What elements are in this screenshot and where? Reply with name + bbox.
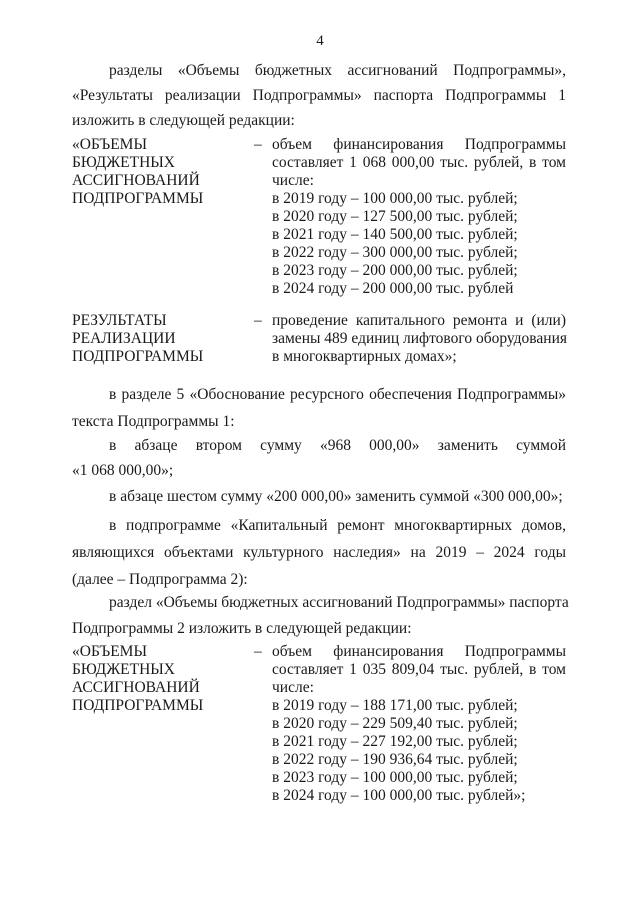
value-line: числе: xyxy=(272,679,314,696)
block-value xyxy=(272,312,566,366)
value-line: объем финансирования Подпрограммы xyxy=(272,643,566,660)
value-line: в 2021 году – 140 500,00 тыс. рублей; xyxy=(272,226,518,243)
label-line: «ОБЪЕМЫ xyxy=(72,643,147,660)
block-label xyxy=(72,312,242,366)
label-line: ПОДПРОГРАММЫ xyxy=(72,697,204,714)
value-line: числе: xyxy=(272,172,314,189)
label-line: «ОБЪЕМЫ xyxy=(72,136,147,153)
text-line: текста Подпрограммы 1: xyxy=(72,413,235,430)
value-line: в 2024 году – 100 000,00 тыс. рублей»; xyxy=(272,787,526,804)
label-line: АССИГНОВАНИЙ xyxy=(72,679,200,696)
block-value xyxy=(272,136,566,298)
passport2-paragraph xyxy=(72,590,569,642)
value-line: проведение капитального ремонта и (или) xyxy=(272,312,566,329)
value-line: в 2019 году – 188 171,00 тыс. рублей; xyxy=(272,697,518,714)
budget-volume-block-2 xyxy=(72,643,566,805)
block-label xyxy=(72,643,242,715)
text-line: в абзаце шестом сумму «200 000,00» заменить суммой «300 000,00»; xyxy=(109,488,563,505)
label-line: ПОДПРОГРАММЫ xyxy=(72,190,204,207)
value-line: в 2021 году – 227 192,00 тыс. рублей; xyxy=(272,733,518,750)
label-line: РЕАЛИЗАЦИИ xyxy=(72,330,176,347)
label-line: АССИГНОВАНИЙ xyxy=(72,172,200,189)
value-line: в 2020 году – 229 509,40 тыс. рублей; xyxy=(272,715,518,732)
text-line: являющихся объектами культурного наследия» на 2019 – 2024 годы xyxy=(72,544,566,561)
block-value xyxy=(272,643,566,805)
text-line: «1 068 000,00»; xyxy=(72,462,174,479)
abzac6-paragraph xyxy=(72,484,566,509)
value-line: в 2024 году – 200 000,00 тыс. рублей xyxy=(272,280,514,297)
abzac2-paragraph xyxy=(72,433,566,483)
value-line: в 2023 году – 100 000,00 тыс. рублей; xyxy=(272,769,518,786)
text-line: раздел «Объемы бюджетных ассигнований Подпрограммы» паспорта xyxy=(109,594,569,611)
block-label xyxy=(72,136,242,208)
value-line: составляет 1 068 000,00 тыс. рублей, в том xyxy=(272,154,566,171)
value-line: составляет 1 035 809,04 тыс. рублей, в том xyxy=(272,661,566,678)
text-line: Подпрограммы 2 изложить в следующей редакции: xyxy=(72,620,412,637)
dash-separator: – xyxy=(254,643,262,660)
text-line: «Результаты реализации Подпрограммы» паспорта Подпрограммы 1 xyxy=(72,87,566,104)
text-line: в разделе 5 «Обоснование ресурсного обеспечения Подпрограммы» xyxy=(109,386,566,403)
value-line: объем финансирования Подпрограммы xyxy=(272,136,566,153)
label-line: ПОДПРОГРАММЫ xyxy=(72,348,204,365)
label-line: БЮДЖЕТНЫХ xyxy=(72,154,175,171)
dash-separator: – xyxy=(254,136,262,153)
subprogram2-paragraph xyxy=(72,512,566,593)
value-line: в 2022 году – 190 936,64 тыс. рублей; xyxy=(272,751,518,768)
text-line: разделы «Объемы бюджетных ассигнований Подпрограммы», xyxy=(109,62,566,79)
dash-separator: – xyxy=(254,312,262,329)
value-line: в 2019 году – 100 000,00 тыс. рублей; xyxy=(272,190,518,207)
value-line: в 2022 году – 300 000,00 тыс. рублей; xyxy=(272,244,518,261)
text-line: в подпрограмме «Капитальный ремонт многоквартирных домов, xyxy=(109,517,566,534)
value-line: в 2023 году – 200 000,00 тыс. рублей; xyxy=(272,262,518,279)
value-line: в 2020 году – 127 500,00 тыс. рублей; xyxy=(272,208,518,225)
text-line: в абзаце втором сумму «968 000,00» заменить суммой xyxy=(109,437,566,454)
budget-volume-block-1 xyxy=(72,136,566,298)
section5-paragraph xyxy=(72,381,566,435)
label-line: БЮДЖЕТНЫХ xyxy=(72,661,175,678)
text-line: изложить в следующей редакции: xyxy=(72,112,295,129)
value-line: в многоквартирных домах»; xyxy=(272,348,457,365)
text-line: (далее – Подпрограмма 2): xyxy=(72,571,248,588)
page-number: 4 xyxy=(316,33,324,49)
label-line: РЕЗУЛЬТАТЫ xyxy=(72,312,167,329)
results-block xyxy=(72,312,566,368)
intro-paragraph xyxy=(72,58,566,133)
value-line: замены 489 единиц лифтового оборудования xyxy=(272,330,568,347)
